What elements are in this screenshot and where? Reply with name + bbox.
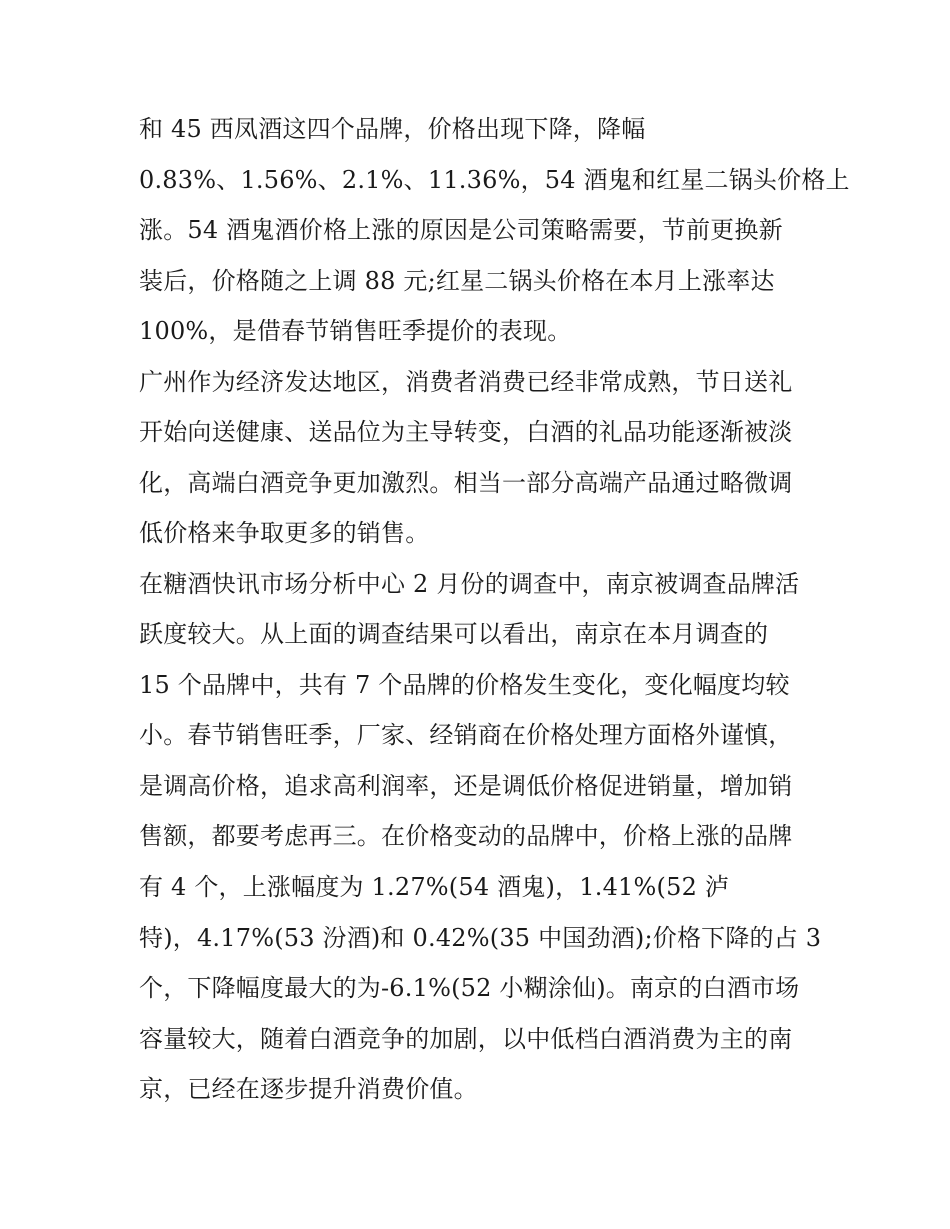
text-line: 低价格来争取更多的销售。 <box>139 519 430 547</box>
text-line: 涨。54 酒鬼酒价格上涨的原因是公司策略需要，节前更换新 <box>139 216 783 244</box>
text-line: 京，已经在逐步提升消费价值。 <box>139 1075 478 1103</box>
text-line: 售额，都要考虑再三。在价格变动的品牌中，价格上涨的品牌 <box>139 822 793 850</box>
text-line: 跃度较大。从上面的调查结果可以看出，南京在本月调查的 <box>139 620 769 648</box>
text-line: 15 个品牌中，共有 7 个品牌的价格发生变化，变化幅度均较 <box>139 671 790 699</box>
text-line: 特)，4.17%(53 汾酒)和 0.42%(35 中国劲酒);价格下降的占 3 <box>139 924 822 952</box>
text-line: 容量较大，随着白酒竞争的加剧，以中低档白酒消费为主的南 <box>139 1025 793 1053</box>
text-line: 开始向送健康、送品位为主导转变，白酒的礼品功能逐渐被淡 <box>139 418 793 446</box>
text-line: 小。春节销售旺季，厂家、经销商在价格处理方面格外谨慎， <box>139 721 793 749</box>
text-line: 有 4 个，上涨幅度为 1.27%(54 酒鬼)，1.41%(52 泸 <box>139 873 730 901</box>
text-line: 在糖酒快讯市场分析中心 2 月份的调查中，南京被调查品牌活 <box>139 570 800 598</box>
text-line: 个，下降幅度最大的为-6.1%(52 小糊涂仙)。南京的白酒市场 <box>139 974 800 1002</box>
text-line: 和 45 西凤酒这四个品牌，价格出现下降，降幅 <box>139 115 646 143</box>
text-line: 0.83%、1.56%、2.1%、11.36%，54 酒鬼和红星二锅头价格上 <box>139 166 850 194</box>
text-line: 化，高端白酒竞争更加激烈。相当一部分高端产品通过略微调 <box>139 469 793 497</box>
text-line: 装后，价格随之上调 88 元;红星二锅头价格在本月上涨率达 <box>139 267 775 295</box>
text-line: 广州作为经济发达地区，消费者消费已经非常成熟，节日送礼 <box>139 368 793 396</box>
text-line: 100%，是借春节销售旺季提价的表现。 <box>139 317 572 345</box>
text-line: 是调高价格，追求高利润率，还是调低价格促进销量，增加销 <box>139 772 793 800</box>
